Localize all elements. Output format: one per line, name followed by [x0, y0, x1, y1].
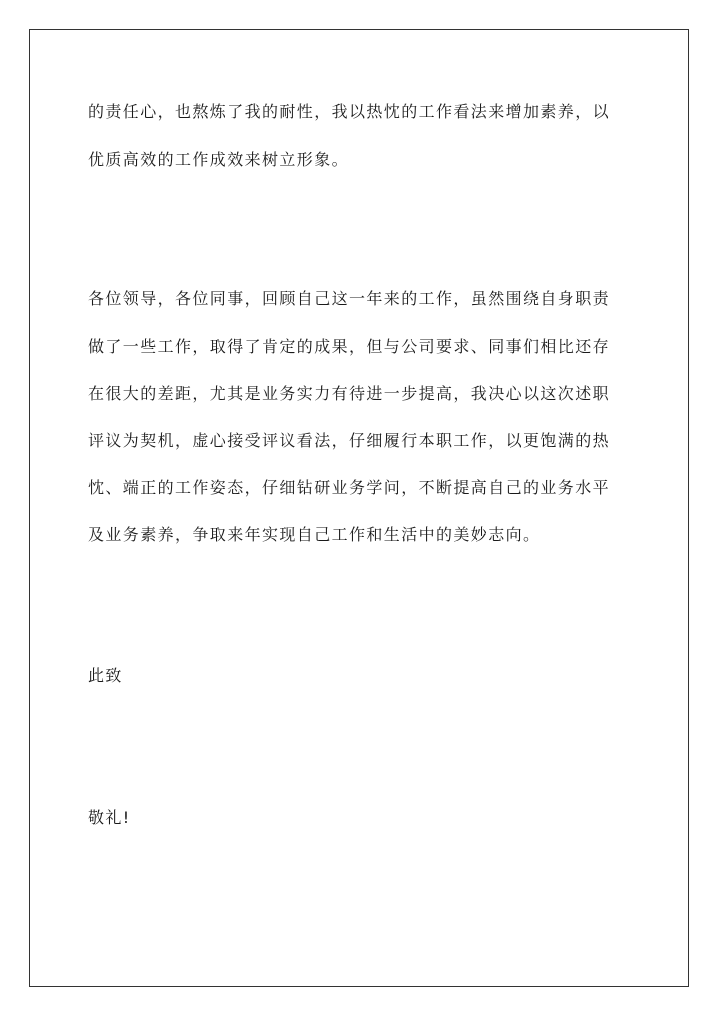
closing-text: 此致 [88, 666, 123, 685]
salutation-text: 敬礼! [88, 808, 131, 827]
paragraph-2-line-1: 各位领导，各位同事，回顾自己这一年来的工作，虽然围绕自身职责 [88, 289, 611, 308]
page-border [29, 29, 689, 987]
paragraph-1-line-1: 的责任心，也熬炼了我的耐性，我以热忱的工作看法来增加素养，以 [88, 102, 611, 121]
paragraph-1-line-2: 优质高效的工作成效来树立形象。 [88, 150, 350, 169]
paragraph-2-line-5: 忱、端正的工作姿态，仔细钻研业务学问，不断提高自己的业务水平 [88, 478, 611, 497]
paragraph-2-line-3: 在很大的差距，尤其是业务实力有待进一步提高，我决心以这次述职 [88, 384, 611, 403]
paragraph-2-line-6: 及业务素养，争取来年实现自己工作和生活中的美妙志向。 [88, 525, 541, 544]
paragraph-2-line-2: 做了一些工作，取得了肯定的成果，但与公司要求、同事们相比还存 [88, 337, 611, 356]
paragraph-2-line-4: 评议为契机，虚心接受评议看法，仔细履行本职工作，以更饱满的热 [88, 431, 611, 450]
